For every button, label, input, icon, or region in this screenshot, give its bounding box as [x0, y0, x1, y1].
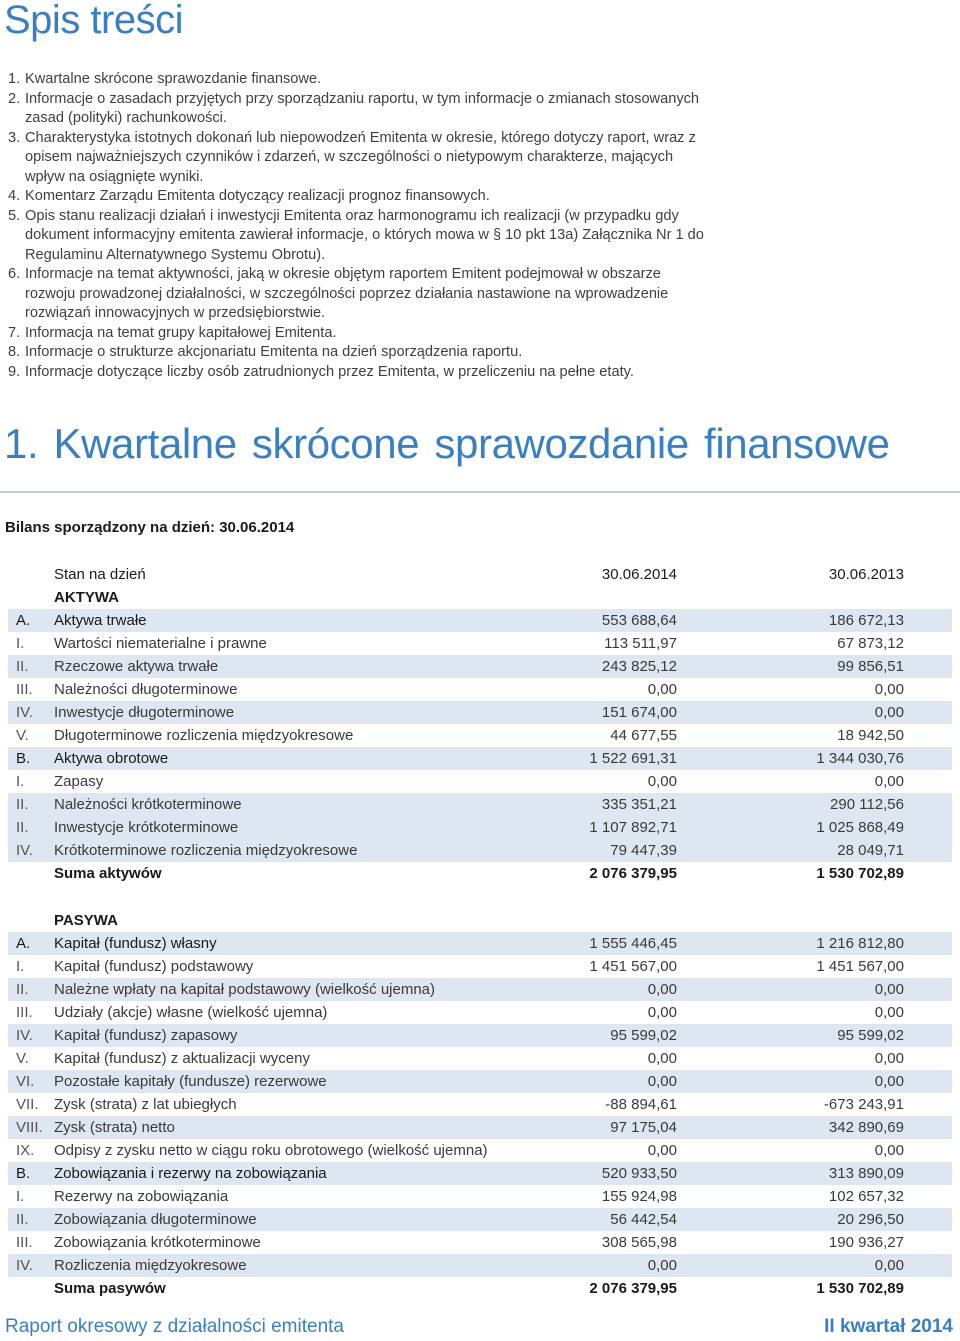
table-row [8, 1047, 952, 1070]
table-row [8, 932, 952, 955]
value-2013: 30.06.2013 [828, 566, 904, 583]
row-label: Suma aktywów [54, 865, 162, 882]
toc-item[interactable] [8, 207, 708, 266]
toc-item[interactable] [8, 324, 708, 344]
table-row [8, 1277, 952, 1300]
row-label: Zobowiązania długoterminowe [54, 1211, 257, 1228]
toc-item[interactable] [8, 343, 708, 363]
row-label: Rozliczenia międzyokresowe [54, 1257, 247, 1274]
toc-item-number: 9. [8, 363, 21, 380]
value-2013: 0,00 [874, 1142, 904, 1159]
table-row [8, 724, 952, 747]
row-label: Zobowiązania krótkoterminowe [54, 1234, 261, 1251]
value-2014: 2 076 379,95 [589, 865, 677, 882]
table-row [8, 1231, 952, 1254]
toc-item-text: Komentarz Zarządu Emitenta dotyczący realizacji prognoz finansowych. [25, 188, 490, 204]
value-2014: 308 565,98 [601, 1234, 677, 1251]
table-row [8, 816, 952, 839]
row-label: Kapitał (fundusz) własny [54, 935, 217, 952]
row-number: II. [16, 981, 29, 998]
value-2014: 0,00 [647, 1073, 677, 1090]
row-number: IV. [16, 704, 33, 721]
row-label: Wartości niematerialne i prawne [54, 635, 267, 652]
value-2014: 335 351,21 [601, 796, 677, 813]
toc-title: Spis treści [4, 0, 183, 42]
value-2013: 290 112,56 [830, 796, 904, 813]
table-row [8, 655, 952, 678]
table-row [8, 1001, 952, 1024]
toc-item-number: 1. [8, 71, 21, 87]
row-label: Krótkoterminowe rozliczenia międzyokresowe [54, 842, 358, 859]
toc-item-text: Charakterystyka istotnych dokonań lub niepowodzeń Emitenta w okresie, którego dotyczy raport, wraz z opisem najważniejszych czynników i zdarzeń, w szczególności o nietypowym charakterze, mających wpływ na osiągnięte wyniki. [25, 129, 696, 185]
table-row [8, 770, 952, 793]
table-row [8, 586, 952, 609]
toc-item-number: 5. [8, 207, 21, 224]
toc-item-number: 3. [8, 129, 21, 146]
value-2013: 102 657,32 [828, 1188, 904, 1205]
value-2014: 0,00 [647, 1004, 677, 1021]
row-label: Aktywa trwałe [54, 612, 147, 629]
value-2014: 1 555 446,45 [589, 935, 677, 952]
row-number: A. [16, 935, 31, 952]
table-row [8, 1093, 952, 1116]
row-number: V. [16, 727, 29, 744]
row-number: I. [16, 773, 25, 790]
toc-item-text: Informacje dotyczące liczby osób zatrudnionych przez Emitenta, w przeliczeniu na pełne etaty. [25, 363, 634, 380]
row-label: Rezerwy na zobowiązania [54, 1188, 229, 1205]
row-number: VII. [16, 1096, 39, 1113]
value-2014: 243 825,12 [601, 658, 677, 675]
table-row [8, 862, 952, 885]
row-number: I. [16, 635, 25, 652]
row-number: I. [16, 958, 25, 975]
liabilities-table [8, 909, 952, 1300]
row-label: Zapasy [54, 773, 104, 790]
value-2014: 56 442,54 [610, 1211, 677, 1228]
toc-item[interactable] [8, 90, 708, 129]
value-2013: 313 890,09 [828, 1165, 904, 1182]
row-number: II. [16, 819, 29, 836]
row-number: III. [16, 1234, 33, 1251]
row-label: Udziały (akcje) własne (wielkość ujemna) [54, 1004, 328, 1021]
row-label: Pozostałe kapitały (fundusze) rezerwowe [54, 1073, 327, 1090]
row-label: Kapitał (fundusz) zapasowy [54, 1027, 238, 1044]
toc-item-text: Informacja na temat grupy kapitałowej Emitenta. [25, 324, 337, 341]
row-number: II. [16, 658, 29, 675]
value-2014: 155 924,98 [601, 1188, 677, 1205]
toc-item-text: Informacje o zasadach przyjętych przy sporządzaniu raportu, w tym informacje o zmianach stosowanych zasad (polityki) rachunkowości. [25, 90, 700, 126]
table-row [8, 1024, 952, 1047]
value-2013: 18 942,50 [837, 727, 904, 744]
table-row [8, 1185, 952, 1208]
value-2014: 151 674,00 [601, 704, 677, 721]
toc-item-number: 2. [8, 90, 21, 107]
row-number: IX. [16, 1142, 35, 1159]
value-2014: 113 511,97 [604, 635, 677, 652]
value-2014: 95 599,02 [610, 1027, 677, 1044]
row-label: Kapitał (fundusz) podstawowy [54, 958, 254, 975]
value-2013: 0,00 [874, 1050, 904, 1067]
row-number: I. [16, 1188, 25, 1205]
value-2014: 0,00 [647, 681, 677, 698]
row-number: B. [16, 1165, 31, 1182]
row-number: IV. [16, 1027, 33, 1044]
value-2013: 1 530 702,89 [816, 865, 904, 882]
row-label: Należne wpłaty na kapitał podstawowy (wielkość ujemna) [54, 981, 436, 998]
value-2014: 79 447,39 [610, 842, 677, 859]
section-divider [0, 491, 960, 493]
value-2013: 0,00 [874, 1257, 904, 1274]
value-2014: 1 107 892,71 [589, 819, 677, 836]
row-number: IV. [16, 842, 33, 859]
value-2014: 2 076 379,95 [589, 1280, 677, 1297]
toc-item-text: Opis stanu realizacji działań i inwestycji Emitenta oraz harmonogramu ich realizacji (w przypadku gdy dokument informacyjny emitenta zawierał informacje, o których mowa w § 10 pkt 13a) Załącznika Nr 1 do Regulaminu Alternatywnego Systemu Obrotu). [25, 207, 704, 263]
value-2014: 0,00 [647, 1142, 677, 1159]
value-2014: 1 522 691,31 [589, 750, 677, 767]
row-label: Długoterminowe rozliczenia międzyokresowe [54, 727, 354, 744]
value-2013: 67 873,12 [837, 635, 904, 652]
assets-table [8, 563, 952, 885]
row-label: Należności krótkoterminowe [54, 796, 242, 813]
value-2013: 1 216 812,80 [816, 935, 904, 952]
value-2014: 520 933,50 [601, 1165, 677, 1182]
footer-period: II kwartał 2014 [824, 1316, 953, 1337]
value-2014: 0,00 [647, 1050, 677, 1067]
value-2014: 0,00 [647, 1257, 677, 1274]
toc-item-text: Informacje na temat aktywności, jaką w okresie objętym raportem Emitent podejmował w obszarze rozwoju prowadzonej działalności, w szczególności poprzez działania nastawione na wprowadzenie rozwiązań innowacyjnych w przedsiębiorstwie. [25, 266, 669, 321]
row-label: PASYWA [54, 912, 118, 929]
value-2013: 190 936,27 [828, 1234, 904, 1251]
toc-item-text: Kwartalne skrócone sprawozdanie finansowe. [25, 71, 322, 87]
value-2014: 0,00 [647, 981, 677, 998]
row-number: VI. [16, 1073, 35, 1090]
table-row [8, 563, 952, 586]
row-number: V. [16, 1050, 29, 1067]
table-row [8, 1116, 952, 1139]
value-2013: 95 599,02 [837, 1027, 904, 1044]
value-2014: 44 677,55 [610, 727, 677, 744]
table-row [8, 1254, 952, 1277]
value-2013: 0,00 [874, 704, 904, 721]
footer-report-name: Raport okresowy z działalności emitenta [5, 1316, 344, 1337]
value-2013: 0,00 [874, 773, 904, 790]
toc-item-text: Informacje o strukturze akcjonariatu Emitenta na dzień sporządzenia raportu. [25, 344, 523, 360]
row-label: Stan na dzień [54, 566, 146, 583]
row-number: A. [16, 612, 31, 629]
row-label: Zobowiązania i rezerwy na zobowiązania [54, 1165, 327, 1182]
toc-item[interactable] [8, 129, 708, 188]
value-2014: 97 175,04 [610, 1119, 677, 1136]
value-2013: 1 451 567,00 [816, 958, 904, 975]
table-row [8, 609, 952, 632]
value-2013: 0,00 [874, 681, 904, 698]
section-title: 1. Kwartalne skrócone sprawozdanie finansowe [4, 420, 890, 467]
row-label: Należności długoterminowe [54, 681, 238, 698]
row-label: Inwestycje długoterminowe [54, 704, 235, 721]
toc-item-number: 7. [8, 324, 21, 341]
toc-item[interactable] [8, 70, 708, 90]
value-2014: 30.06.2014 [601, 566, 677, 583]
table-row [8, 678, 952, 701]
table-row [8, 909, 952, 932]
table-row [8, 1139, 952, 1162]
bilans-date-label: Bilans sporządzony na dzień: 30.06.2014 [5, 519, 295, 536]
row-number: II. [16, 1211, 29, 1228]
value-2013: 0,00 [874, 1073, 904, 1090]
row-label: AKTYWA [54, 589, 119, 606]
row-number: IV. [16, 1257, 33, 1274]
row-number: VIII. [16, 1119, 43, 1136]
value-2013: 0,00 [874, 1004, 904, 1021]
table-row [8, 632, 952, 655]
value-2013: 1 025 868,49 [816, 819, 904, 836]
value-2014: 1 451 567,00 [589, 958, 677, 975]
table-row [8, 747, 952, 770]
value-2013: 342 890,69 [828, 1119, 904, 1136]
row-label: Suma pasywów [54, 1280, 166, 1297]
table-row [8, 978, 952, 1001]
toc-item-number: 6. [8, 266, 21, 282]
row-label: Rzeczowe aktywa trwałe [54, 658, 219, 675]
value-2014: 0,00 [647, 773, 677, 790]
value-2013: -673 243,91 [823, 1096, 904, 1113]
row-number: III. [16, 681, 33, 698]
toc-item-number: 8. [8, 344, 21, 360]
table-row [8, 701, 952, 724]
table-row [8, 1070, 952, 1093]
toc-item-number: 4. [8, 188, 21, 204]
value-2013: 186 672,13 [828, 612, 904, 629]
value-2013: 20 296,50 [837, 1211, 904, 1228]
row-label: Zysk (strata) z lat ubiegłych [54, 1096, 237, 1113]
table-row [8, 1162, 952, 1185]
value-2013: 1 530 702,89 [816, 1280, 904, 1297]
row-label: Inwestycje krótkoterminowe [54, 819, 239, 836]
table-row [8, 955, 952, 978]
row-number: II. [16, 796, 29, 813]
row-number: III. [16, 1004, 33, 1021]
toc-item[interactable] [8, 187, 708, 207]
value-2013: 28 049,71 [837, 842, 904, 859]
table-of-contents [8, 70, 708, 382]
row-label: Kapitał (fundusz) z aktualizacji wyceny [54, 1050, 310, 1067]
row-number: B. [16, 750, 31, 767]
toc-item[interactable] [8, 363, 708, 383]
value-2013: 99 856,51 [837, 658, 904, 675]
value-2014: 553 688,64 [601, 612, 677, 629]
row-label: Zysk (strata) netto [54, 1119, 175, 1136]
table-row [8, 1208, 952, 1231]
value-2013: 1 344 030,76 [816, 750, 904, 767]
toc-item[interactable] [8, 265, 708, 324]
value-2013: 0,00 [874, 981, 904, 998]
value-2014: -88 894,61 [605, 1096, 677, 1113]
row-label: Odpisy z zysku netto w ciągu roku obrotowego (wielkość ujemna) [54, 1142, 488, 1159]
table-row [8, 839, 952, 862]
table-row [8, 793, 952, 816]
row-label: Aktywa obrotowe [54, 750, 169, 767]
